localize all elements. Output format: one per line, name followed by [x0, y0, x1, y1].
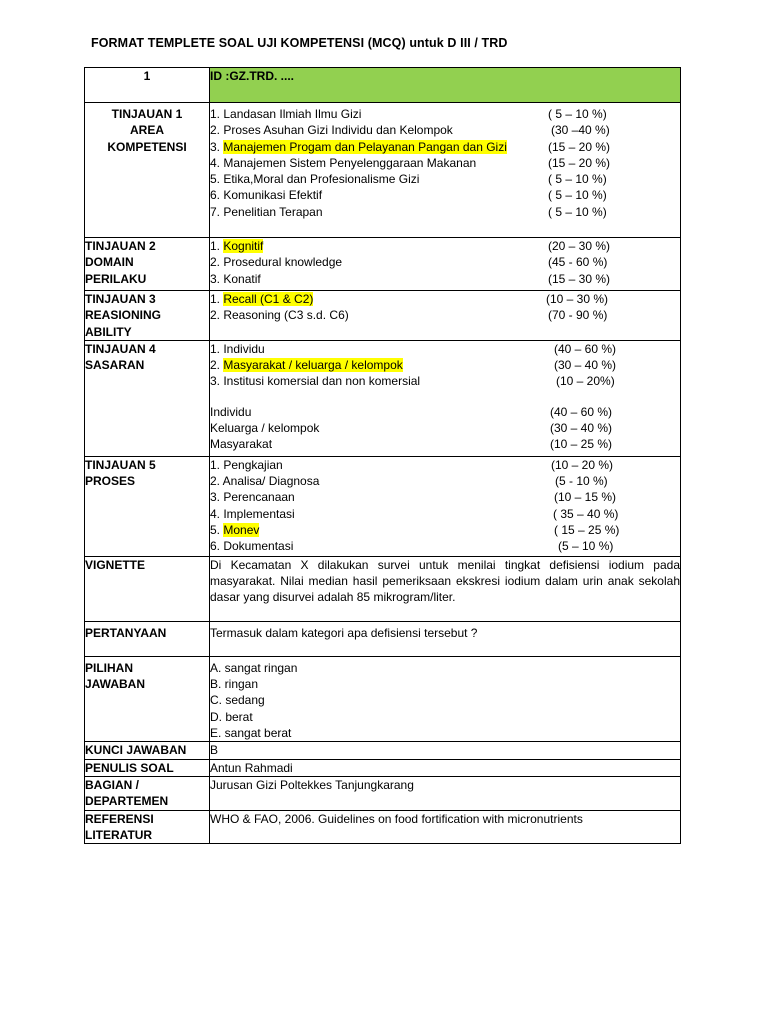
tinjauan5-label-line: PROSES [85, 474, 136, 489]
mcq-template-table [84, 67, 681, 844]
referensi-row [85, 810, 681, 844]
list-item: 1. Individu (40 – 60 %) [210, 341, 617, 356]
pilihan-options [210, 656, 681, 741]
tinjauan2-row [85, 238, 681, 291]
tinjauan4-content [210, 340, 681, 456]
question-number: 1 [85, 68, 210, 103]
document-title: FORMAT TEMPLETE SOAL UJI KOMPETENSI (MCQ) untuk D III / TRD [91, 36, 508, 50]
tinjauan3-content [210, 291, 681, 341]
bagian-label [85, 776, 210, 810]
list-item: 7. Penelitian Terapan ( 5 – 10 %) [210, 204, 607, 219]
tinjauan1-row [85, 103, 681, 238]
list-item: 4. Implementasi ( 35 – 40 %) [210, 506, 619, 521]
tinjauan4-label [85, 340, 210, 456]
tinjauan1-label [85, 103, 210, 238]
tinjauan5-row [85, 456, 681, 556]
pertanyaan-row [85, 621, 681, 656]
list-item: 3. Manajemen Progam dan Pelayanan Pangan dan Gizi (15 – 20 %) [210, 139, 611, 154]
tinjauan3-label-line: TINJAUAN 3 [85, 292, 156, 306]
list-item: 5. Etika,Moral dan Profesionalisme Gizi ( 5 – 10 %) [210, 172, 607, 187]
referensi-label-line: LITERATUR [85, 827, 153, 842]
tinjauan3-label [85, 291, 210, 341]
highlighted-text: Kognitif [223, 239, 264, 253]
tinjauan2-label-line: TINJAUAN 2 [85, 239, 156, 253]
bagian-label-line: DEPARTEMEN [85, 794, 169, 809]
highlighted-text: Masyarakat / keluarga / kelompok [223, 358, 403, 373]
list-item: Keluarga / kelompok (30 – 40 %) [210, 421, 613, 436]
tinjauan1-label-line: AREA [129, 123, 164, 138]
answer-option: C. sedang [210, 693, 265, 708]
tinjauan2-label-line: DOMAIN [85, 255, 134, 270]
penulis-label: PENULIS SOAL [85, 759, 210, 776]
tinjauan1-label-line: KOMPETENSI [107, 139, 187, 154]
list-item: 2. Proses Asuhan Gizi Individu dan Kelompok (30 –40 %) [210, 123, 610, 138]
highlighted-text: Monev [223, 523, 260, 538]
pilihan-label-line: JAWABAN [85, 677, 146, 692]
list-item: 4. Manajemen Sistem Penyelenggaraan Makanan (15 – 20 %) [210, 155, 611, 170]
tinjauan3-label-line: ABILITY [85, 324, 132, 339]
tinjauan5-label-line: TINJAUAN 5 [85, 457, 156, 472]
answer-option: E. sangat berat [210, 726, 292, 741]
kunci-label: KUNCI JAWABAN [85, 742, 210, 759]
list-item: 3. Institusi komersial dan non komersial (10 – 20%) [210, 374, 615, 389]
tinjauan4-row [85, 340, 681, 456]
list-item: 1. Kognitif (20 – 30 %) [210, 239, 611, 253]
list-item: 1. Recall (C1 & C2) (10 – 30 %) [210, 292, 609, 306]
list-item: 3. Perencanaan (10 – 15 %) [210, 490, 617, 505]
question-id: ID :GZ.TRD. .... [210, 68, 681, 103]
bagian-value: Jurusan Gizi Poltekkes Tanjungkarang [210, 776, 681, 810]
penulis-value: Antun Rahmadi [210, 759, 681, 776]
list-item: 1. Landasan Ilmiah Ilmu Gizi ( 5 – 10 %) [210, 107, 607, 121]
kunci-value: B [210, 742, 681, 759]
kunci-row [85, 742, 681, 759]
bagian-row [85, 776, 681, 810]
tinjauan5-content [210, 456, 681, 556]
penulis-row [85, 759, 681, 776]
pertanyaan-text: Termasuk dalam kategori apa defisiensi tersebut ? [210, 621, 681, 656]
tinjauan3-label-line: REASIONING [85, 308, 162, 323]
referensi-label [85, 810, 210, 844]
pilihan-label-line: PILIHAN [85, 660, 133, 675]
highlighted-text: Recall (C1 & C2) [223, 292, 314, 306]
pertanyaan-label: PERTANYAAN [85, 621, 210, 656]
list-item: Individu (40 – 60 %) [210, 404, 613, 419]
referensi-label-line: REFERENSI [85, 811, 154, 826]
list-item: 2. Analisa/ Diagnosa (5 - 10 %) [210, 474, 608, 489]
list-item: 5. Monev ( 15 – 25 %) [210, 523, 620, 538]
referensi-value: WHO & FAO, 2006. Guidelines on food fortification with micronutrients [210, 810, 681, 844]
tinjauan2-label-line: PERILAKU [85, 271, 147, 286]
bagian-label-line: BAGIAN / [85, 777, 139, 792]
pilihan-row [85, 656, 681, 741]
vignette-label: VIGNETTE [85, 556, 210, 621]
list-item: 6. Komunikasi Efektif ( 5 – 10 %) [210, 188, 607, 203]
tinjauan4-label-line: TINJAUAN 4 [85, 341, 156, 356]
tinjauan1-content [210, 103, 681, 238]
tinjauan1-label-line: TINJAUAN 1 [111, 107, 183, 121]
tinjauan2-content [210, 238, 681, 291]
tinjauan4-label-line: SASARAN [85, 358, 145, 373]
list-item: 1. Pengkajian (10 – 20 %) [210, 457, 614, 472]
list-item: 2. Reasoning (C3 s.d. C6) (70 - 90 %) [210, 308, 608, 323]
list-item: 3. Konatif (15 – 30 %) [210, 271, 611, 286]
list-item: 2. Prosedural knowledge (45 - 60 %) [210, 255, 608, 270]
vignette-text: Di Kecamatan X dilakukan survei untuk menilai tingkat defisiensi iodium pada masyarakat. Nilai median hasil pemeriksaan ekskresi iodium dalam urin anak sekolah dasar yang disurvei adalah 85 mikrogram/liter. [210, 556, 681, 621]
pilihan-label [85, 656, 210, 741]
answer-option: D. berat [210, 709, 253, 724]
highlighted-text: Manajemen Progam dan Pelayanan Pangan dan Gizi [223, 139, 507, 154]
answer-option: A. sangat ringan [210, 660, 298, 675]
header-row [85, 68, 681, 103]
vignette-row [85, 556, 681, 621]
tinjauan3-row [85, 291, 681, 341]
tinjauan2-label [85, 238, 210, 291]
list-item: Masyarakat (10 – 25 %) [210, 437, 613, 452]
answer-option: B. ringan [210, 677, 259, 692]
list-item: 2. Masyarakat / keluarga / kelompok (30 – 40 %) [210, 358, 617, 373]
tinjauan5-label [85, 456, 210, 556]
list-item: 6. Dokumentasi (5 – 10 %) [210, 539, 614, 554]
